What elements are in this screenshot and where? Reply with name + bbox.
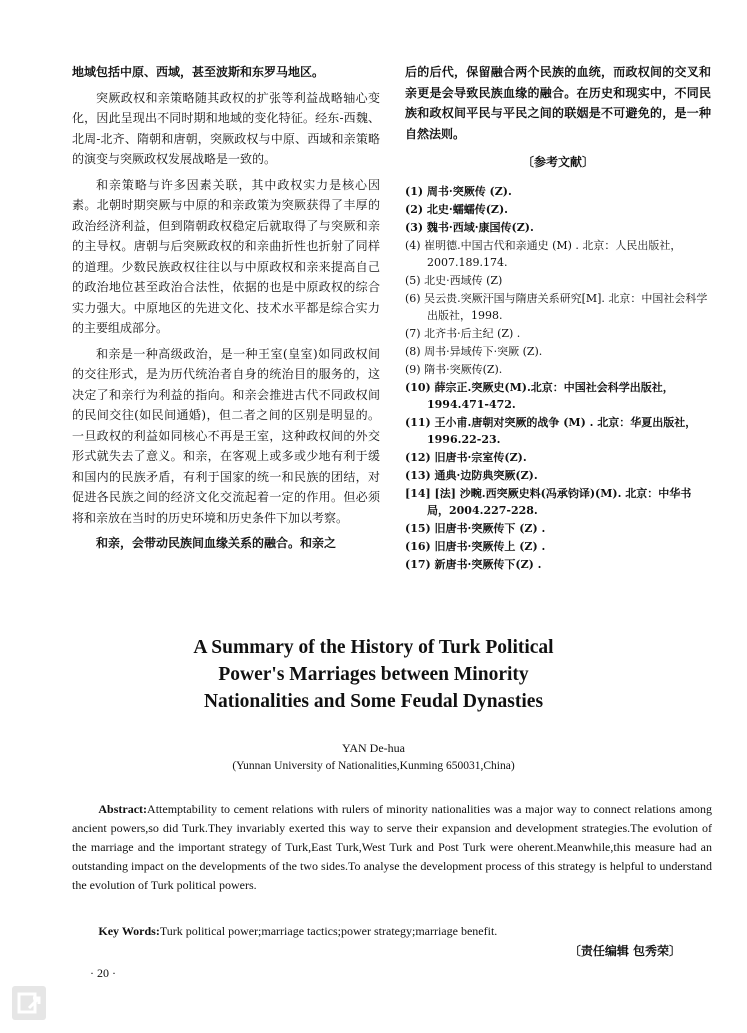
author-affiliation: (Yunnan University of Nationalities,Kunming 650031,China) (232, 760, 515, 772)
right-column (405, 62, 711, 574)
abstract-text: Attemptability to cement relations with rulers of minority nationalities was a major way to connect relations among ancient powers,so did Turk.They invariably exerted this way to serve their expansion and development strategies.The evolution of the marriage and the important strategy of Turk,East Turk,West Turk and Post Turk were oherent.Meanwhile,this measure had an outstanding impact on the developments of the two sides.To analyse the development process of this strategy is helpful to understand the evolution of Turk political powers. (72, 802, 712, 892)
reference-item: (5) 北史·西域传 (Z) (405, 273, 503, 287)
responsible-editor: 〔责任编辑 包秀荣〕 (568, 944, 681, 958)
references-title: 〔参考文献〕 (521, 155, 594, 169)
reference-item: (16) 旧唐书·突厥传上 (Z) . (405, 539, 546, 553)
abstract (72, 800, 712, 895)
left-column (72, 62, 380, 559)
reference-item: (12) 旧唐书·宗室传(Z). (405, 450, 527, 464)
right-paragraph: 后的后代，保留融合两个民族的血统，而政权间的交叉和亲更是会导致民族血缘的融合。在历史和现实中，不同民族和政权间平民与平民之间的联姻是不可避免的，是一种自然法则。 (405, 65, 711, 141)
reference-item: [14] [法] 沙畹.西突厥史料(冯承钧译)(M). 北京：中华书局，2004.227-228. (405, 486, 692, 517)
page-number: · 20 · (90, 966, 116, 980)
keywords (72, 922, 712, 941)
english-title-line: A Summary of the History of Turk Political (193, 637, 554, 658)
reference-item: (10) 薛宗正.突厥史(M).北京：中国社会科学出版社，1994.471-472. (405, 380, 674, 411)
english-title (0, 634, 747, 715)
reference-item: (4) 崔明德.中国古代和亲通史 (M) . 北京：人民出版社，2007.189.174. (405, 238, 682, 269)
left-paragraph: 突厥政权和亲策略随其政权的扩张等利益战略轴心变化，因此呈现出不同时期和地域的变化特征。经东-西魏、北周-北齐、隋朝和唐朝，突厥政权与中原、西域和亲策略的演变与突厥政权发展战略是一致的。 (72, 90, 380, 166)
left-paragraph: 和亲策略与许多因素关联，其中政权实力是核心因素。北朝时期突厥与中原的和亲政策为突厥获得了丰厚的政治经济利益，但到隋朝政权稳定后就取得了与突厥和亲的主导权。唐朝与后突厥政权的和亲曲折性也折射了同样的道理。少数民族政权往往以与中原政权和亲来提高自己的政治地位甚至政治合法性，依据的也是中原政权的综合实力强大。中原地区的先进文化、技术水平都是综合实力的主要组成部分。 (72, 177, 380, 335)
reference-item: (13) 通典·边防典突厥(Z). (405, 468, 538, 482)
reference-item: (1) 周书·突厥传 (Z). (405, 184, 512, 198)
reference-item: (17) 新唐书·突厥传下(Z) . (405, 557, 542, 571)
left-paragraph: 地域包括中原、西域，甚至波斯和东罗马地区。 (72, 65, 325, 79)
abstract-label: Abstract: (98, 802, 148, 816)
reference-item: (15) 旧唐书·突厥传下 (Z) . (405, 521, 546, 535)
reference-item: (11) 王小甫.唐朝对突厥的战争 (M) . 北京：华夏出版社，1996.22-23. (405, 415, 697, 446)
left-paragraph: 和亲，会带动民族间血缘关系的融合。和亲之 (96, 536, 337, 550)
keywords-label: Key Words: (98, 924, 160, 938)
english-title-line: Nationalities and Some Feudal Dynasties (203, 691, 544, 712)
keywords-text: Turk political power;marriage tactics;power strategy;marriage benefit. (159, 924, 498, 938)
reference-item: (9) 隋书·突厥传(Z). (405, 362, 503, 376)
reference-item: (7) 北齐书·后主纪 (Z) . (405, 326, 521, 340)
reference-item: (8) 周书·异域传下·突厥 (Z). (405, 344, 543, 358)
reference-item: (2) 北史·蠕蠕传(Z). (405, 202, 508, 216)
left-paragraph: 和亲是一种高级政治，是一种王室(皇室)如同政权间的交往形式，是为历代统治者自身的统治目的服务的，这决定了和亲行为利益的指向。和亲会推进古代不同政权间的民间交往(如民间通婚)，但二者之间的区别是明显的。一旦政权的利益如同核心不再是王室，这种政权间的外交形式就失去了意义。和亲，在客观上或多或少地有利于缓和国内的民族矛盾，有利于国家的统一和民族的团结，对促进各民族之间的经济文化交流起着一定的作用。但必须将和亲放在当时的历史环境和历史条件下加以考察。 (72, 346, 380, 525)
page-corner-icon (12, 986, 46, 1020)
english-title-line: Power's Marriages between Minority (218, 664, 529, 685)
reference-item: (3) 魏书·西域·康国传(Z). (405, 220, 534, 234)
author-name: YAN De-hua (342, 741, 405, 755)
reference-item: (6) 吴云贵.突厥汗国与隋唐关系研究[M]. 北京：中国社会科学出版社，1998. (405, 291, 708, 322)
reference-list (405, 183, 711, 573)
